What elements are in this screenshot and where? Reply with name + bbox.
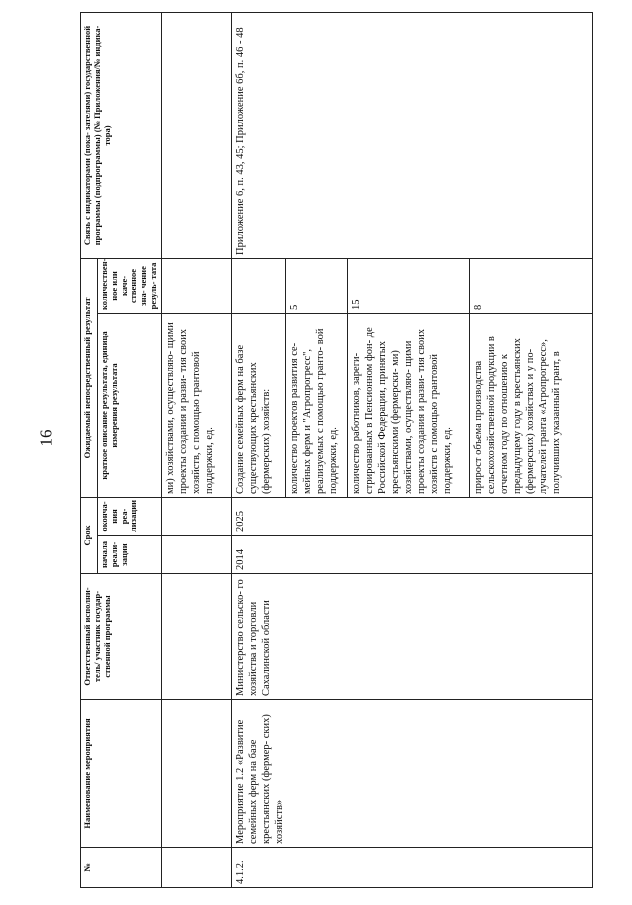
header-num: № (81, 848, 162, 888)
row-link: Приложение 6, п. 43, 45; Приложение 6б, п. 46 - 48 (231, 12, 592, 258)
header-name: Наименование мероприятия (81, 700, 162, 848)
row-start: 2014 (231, 536, 592, 574)
sub-result-value: 8 (469, 258, 592, 313)
continued-desc: ми) хозяйствами, осуществляю- щими проекты создания и разви- тия своих хозяйств, с помощью грантовой поддержки, ед. (161, 313, 231, 497)
header-result-desc: краткое описание результата, единица измерения результата (98, 313, 162, 497)
continued-row (161, 12, 231, 887)
header-term-start: начала реали- зации (98, 536, 162, 574)
table-row (231, 12, 285, 887)
row-num: 4.1.2. (231, 848, 592, 888)
row-end: 2025 (231, 497, 592, 535)
sub-result-desc: количество работников, зареги- стрированных в Пенсионном фон- де Российской Федерации, принятых крестьянскими (фермерски- ми) хозяйствами, осуществляю- щими проекты создания и разви- тия своих хозяйств с помощью грантовой поддержки, ед. (347, 313, 469, 497)
sub-result-value: 5 (285, 258, 347, 313)
header-term: Срок (81, 497, 98, 573)
sub-result-value: 15 (347, 258, 469, 313)
measures-table (80, 12, 593, 888)
header-responsible: Ответственный исполни- тель/ участник государ- ственной программы (81, 574, 162, 700)
sub-result-desc: прирост объема производства сельскохозяйственной продукции в отчетном году по отношению к предыдущему году в крестьянских (фермерских) хозяйствах и у по- лучателей гранта «Агропрогресс», получивших указанный грант, в (469, 313, 592, 497)
header-result-value: количествен- ное или каче- ственное зна- чение резуль- тата (98, 258, 162, 313)
header-result: Ожидаемый непосредственный результат (81, 258, 98, 497)
row-responsible: Министерство сельско- го хозяйства и торговли Сахалинской области (231, 574, 592, 700)
header-link: Связь с индикаторами (пока- зателями) государственной программы (подпрограммы) (№ Приложения/№ индика- тора) (81, 12, 162, 258)
table-sheet (80, 13, 593, 888)
sub-result-desc: количество проектов развития се- мейных ферм и "Агропрогресс", реализуемых с помощью гранто- вой поддержки, ед. (285, 313, 347, 497)
page-number: 16 (36, 429, 56, 447)
row-name: Мероприятие 1.2 «Развитие семейных ферм на базе крестьянских (фермер- ских) хозяйств» (231, 700, 592, 848)
row-desc-main: Создание семейных ферм на базе существующих крестьянских (фермерских) хозяйств: (231, 313, 285, 497)
header-term-end: оконча- ния реа- лизации (98, 497, 162, 535)
